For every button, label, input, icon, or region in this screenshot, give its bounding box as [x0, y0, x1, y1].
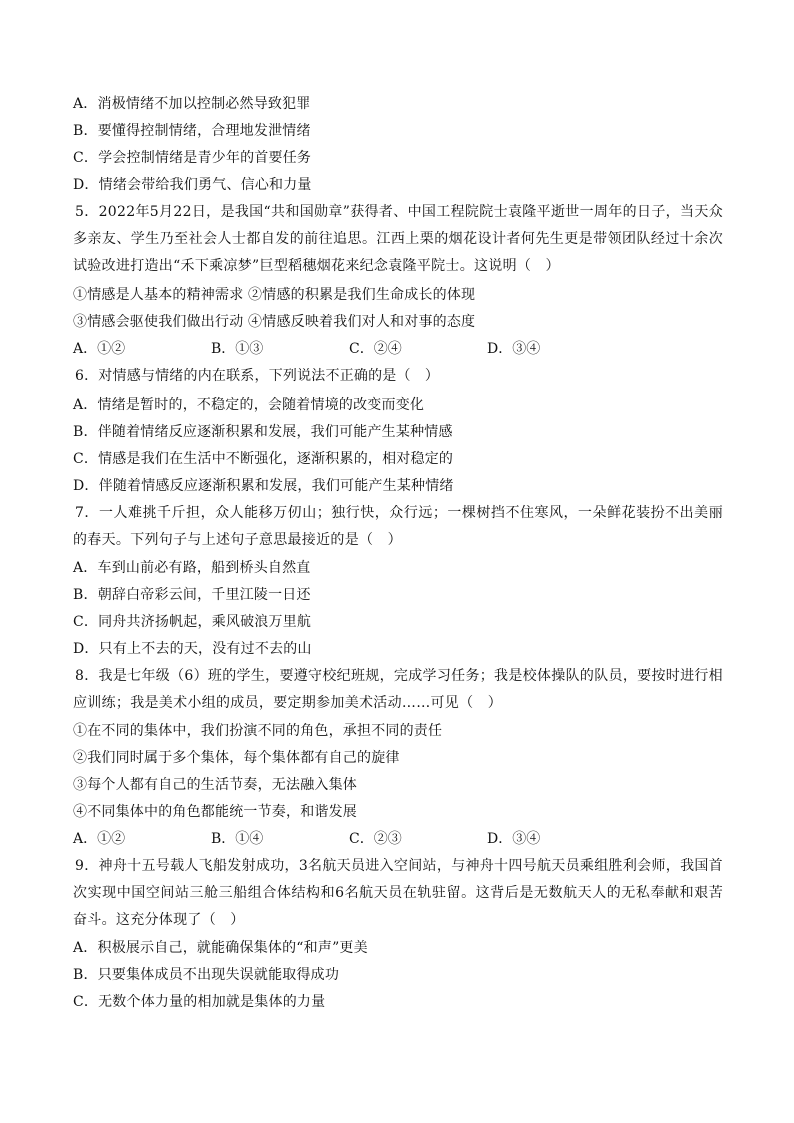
q8-choice-b: B．①④: [211, 831, 264, 847]
q8-choice-c: C．②③: [349, 831, 402, 847]
q8-choices: [73, 830, 625, 848]
q6-option-d: D．伴随着情感反应逐渐积累和发展，我们可能产生某种情绪: [73, 478, 454, 494]
q7-option-c: C．同舟共济扬帆起，乘风破浪万里航: [73, 614, 312, 630]
q7-option-a: A．车到山前必有路，船到桥头自然直: [73, 560, 311, 576]
q5-statements-line2: ③情感会驱使我们做出行动 ④情感反映着我们对人和对事的态度: [73, 314, 476, 330]
q9-option-a: A．积极展示自己，就能确保集体的“和声”更美: [73, 940, 368, 956]
q6-option-a: A．情绪是暂时的，不稳定的，会随着情境的改变而变化: [73, 397, 425, 413]
q5-choice-c: C．②④: [349, 341, 402, 357]
q7-stem: 7．一人难挑千斤担，众人能移万仞山；独行快，众行远；一棵树挡不住寒风，一朵鲜花装扮不出美丽的春天。下列句子与上述句子意思最接近的是（ ）: [73, 505, 723, 548]
q9-option-b: B．只要集体成员不出现失误就能取得成功: [73, 967, 340, 983]
q8-choice-a: A．①②: [73, 831, 126, 847]
q5-choice-b: B．①③: [211, 341, 264, 357]
q4-option-c: C．学会控制情绪是青少年的首要任务: [73, 150, 312, 166]
q5-stem: 5．2022年5月22日，是我国“共和国勋章”获得者、中国工程院院士袁隆平逝世一周年的日子，当天众多亲友、学生乃至社会人士都自发的前往追思。江西上栗的烟花设计者何先生更是带领团队经过十余次试验改进打造出“禾下乘凉梦”巨型稻穗烟花来纪念袁隆平院士。这说明（ ）: [73, 204, 723, 274]
q5-choices: [73, 340, 625, 358]
q6-option-b: B．伴随着情绪反应逐渐积累和发展，我们可能产生某种情感: [73, 424, 453, 440]
q9-stem: 9．神舟十五号载人飞船发射成功，3名航天员进入空间站，与神舟十四号航天员乘组胜利会师，我国首次实现中国空间站三舱三船组合体结构和6名航天员在轨驻留。这背后是无数航天人的无私奉献和艰苦奋斗。这充分体现了（ ）: [73, 858, 723, 928]
q5-choice-d: D．③④: [487, 341, 541, 357]
q8-statement-4: ④不同集体中的角色都能统一节奏，和谐发展: [73, 804, 357, 820]
q8-choice-d: D．③④: [487, 831, 541, 847]
q8-statement-2: ②我们同时属于多个集体，每个集体都有自己的旋律: [73, 750, 400, 766]
q4-option-a: A．消极情绪不加以控制必然导致犯罪: [73, 96, 311, 112]
q5-choice-a: A．①②: [73, 341, 126, 357]
q4-option-d: D．情绪会带给我们勇气、信心和力量: [73, 177, 312, 193]
q8-statement-3: ③每个人都有自己的生活节奏，无法融入集体: [73, 777, 357, 793]
q8-statement-1: ①在不同的集体中，我们扮演不同的角色，承担不同的责任: [73, 723, 443, 739]
q7-option-b: B．朝辞白帝彩云间，千里江陵一日还: [73, 587, 311, 603]
q9-option-c: C．无数个体力量的相加就是集体的力量: [73, 994, 326, 1010]
q5-statements-line1: ①情感是人基本的精神需求 ②情感的积累是我们生命成长的体现: [73, 287, 476, 303]
q4-option-b: B．要懂得控制情绪，合理地发泄情绪: [73, 123, 311, 139]
q6-stem: 6．对情感与情绪的内在联系，下列说法不正确的是（ ）: [75, 368, 440, 384]
q8-stem: 8．我是七年级（6）班的学生，要遵守校纪班规，完成学习任务；我是校体操队的队员，要按时进行相应训练；我是美术小组的成员，要定期参加美术活动……可见（ ）: [73, 668, 723, 711]
q7-option-d: D．只有上不去的天，没有过不去的山: [73, 641, 312, 657]
q6-option-c: C．情感是我们在生活中不断强化，逐渐积累的，相对稳定的: [73, 451, 454, 467]
